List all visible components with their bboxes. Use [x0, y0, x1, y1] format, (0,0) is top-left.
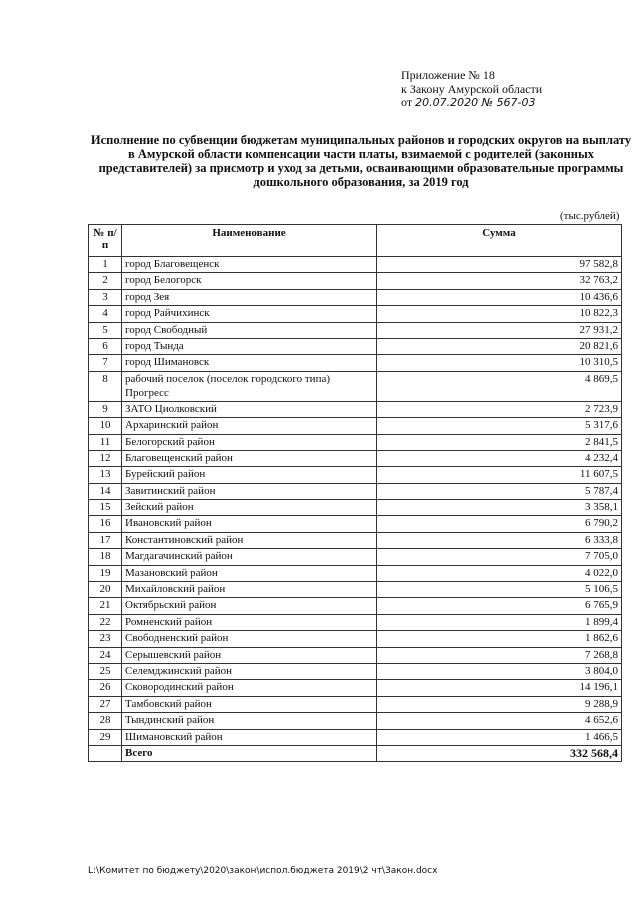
row-sum: 97 582,8 [377, 257, 622, 273]
total-sum: 332 568,4 [377, 745, 622, 761]
row-name: Магдагачинский район [122, 549, 377, 565]
row-number: 18 [89, 549, 122, 565]
row-sum: 7 705,0 [377, 549, 622, 565]
table-row [89, 614, 622, 630]
table-row [89, 355, 622, 371]
table-row [89, 565, 622, 581]
row-number: 15 [89, 500, 122, 516]
row-name: Константиновский район [122, 532, 377, 548]
row-name: Завитинский район [122, 483, 377, 499]
row-number: 14 [89, 483, 122, 499]
row-sum: 1 862,6 [377, 631, 622, 647]
appendix-date-line [401, 96, 542, 110]
row-name: Белогорский район [122, 434, 377, 450]
row-number: 21 [89, 598, 122, 614]
row-number: 5 [89, 322, 122, 338]
table-row [89, 598, 622, 614]
row-number: 13 [89, 467, 122, 483]
row-name: Михайловский район [122, 582, 377, 598]
row-number: 12 [89, 450, 122, 466]
row-name: город Белогорск [122, 273, 377, 289]
row-sum: 9 288,9 [377, 696, 622, 712]
row-name: город Благовещенск [122, 257, 377, 273]
table-row [89, 680, 622, 696]
table-row [89, 273, 622, 289]
row-sum: 1 899,4 [377, 614, 622, 630]
row-number: 8 [89, 371, 122, 401]
row-name: город Тында [122, 338, 377, 354]
row-number: 9 [89, 401, 122, 417]
row-number: 1 [89, 257, 122, 273]
row-number: 28 [89, 713, 122, 729]
row-sum: 2 841,5 [377, 434, 622, 450]
row-name: Селемджинский район [122, 663, 377, 679]
row-sum: 4 652,6 [377, 713, 622, 729]
row-name: Зейский район [122, 500, 377, 516]
row-sum: 6 333,8 [377, 532, 622, 548]
row-sum: 3 358,1 [377, 500, 622, 516]
subvention-table [88, 224, 622, 762]
row-name: Серышевский район [122, 647, 377, 663]
table-row [89, 338, 622, 354]
row-sum: 20 821,6 [377, 338, 622, 354]
row-sum: 4 869,5 [377, 371, 622, 401]
table-row [89, 696, 622, 712]
table-row [89, 663, 622, 679]
header-name: Наименование [122, 225, 377, 257]
appendix-number: Приложение № 18 [401, 68, 495, 82]
table-header-row [89, 225, 622, 257]
row-name: Бурейский район [122, 467, 377, 483]
row-name: Сковородинский район [122, 680, 377, 696]
row-sum: 4 022,0 [377, 565, 622, 581]
row-sum: 10 310,5 [377, 355, 622, 371]
row-sum: 4 232,4 [377, 450, 622, 466]
row-name: Ивановский район [122, 516, 377, 532]
table-row [89, 483, 622, 499]
row-name: Шимановский район [122, 729, 377, 745]
row-name: рабочий поселок (поселок городского типа) Прогресс [122, 371, 377, 401]
row-sum: 10 822,3 [377, 306, 622, 322]
row-number: 24 [89, 647, 122, 663]
row-name: Тындинский район [122, 713, 377, 729]
table-row [89, 450, 622, 466]
row-name: город Свободный [122, 322, 377, 338]
table-row [89, 434, 622, 450]
table-row [89, 549, 622, 565]
row-name: Свободненский район [122, 631, 377, 647]
row-sum: 2 723,9 [377, 401, 622, 417]
table-row [89, 322, 622, 338]
row-number: 20 [89, 582, 122, 598]
table-row [89, 713, 622, 729]
table-row [89, 371, 622, 401]
document-title: Исполнение по субвенции бюджетам муниципальных районов и городских округов на выплату в Амурской области компенсации части платы, взимаемой с родителей (законных представителей) за присмотр и уход за детьми, осваивающими образовательные программы дошкольного образования, за 2019 год [90, 133, 632, 189]
row-sum: 3 804,0 [377, 663, 622, 679]
table-row [89, 631, 622, 647]
row-number: 3 [89, 289, 122, 305]
appendix-date-prefix: от [401, 95, 413, 109]
table-body [89, 257, 622, 746]
table-row [89, 257, 622, 273]
row-sum: 14 196,1 [377, 680, 622, 696]
row-number: 16 [89, 516, 122, 532]
table-row [89, 306, 622, 322]
row-name: Октябрьский район [122, 598, 377, 614]
file-path-footer: L:\Комитет по бюджету\2020\закон\испол.бюджета 2019\2 чт\Закон.docx [88, 866, 438, 876]
row-sum: 1 466,5 [377, 729, 622, 745]
row-sum: 5 317,6 [377, 418, 622, 434]
row-number: 7 [89, 355, 122, 371]
row-name: Ромненский район [122, 614, 377, 630]
row-name: Тамбовский район [122, 696, 377, 712]
table-row [89, 401, 622, 417]
row-sum: 6 790,2 [377, 516, 622, 532]
row-sum: 10 436,6 [377, 289, 622, 305]
table-row [89, 729, 622, 745]
table-row [89, 516, 622, 532]
row-sum: 5 787,4 [377, 483, 622, 499]
unit-label: (тыс.рублей) [560, 210, 620, 222]
row-name: Архаринский район [122, 418, 377, 434]
row-name: город Шимановск [122, 355, 377, 371]
row-sum: 11 607,5 [377, 467, 622, 483]
table-row [89, 532, 622, 548]
row-name: город Райчихинск [122, 306, 377, 322]
row-number: 4 [89, 306, 122, 322]
row-number: 17 [89, 532, 122, 548]
row-sum: 6 765,9 [377, 598, 622, 614]
handwritten-date-number: 20.07.2020 № 567-03 [415, 96, 536, 109]
row-number: 11 [89, 434, 122, 450]
row-number: 22 [89, 614, 122, 630]
row-number: 19 [89, 565, 122, 581]
row-number: 27 [89, 696, 122, 712]
row-sum: 32 763,2 [377, 273, 622, 289]
table-row [89, 500, 622, 516]
row-name: ЗАТО Циолковский [122, 401, 377, 417]
row-number: 10 [89, 418, 122, 434]
table-row [89, 289, 622, 305]
row-number: 6 [89, 338, 122, 354]
total-number-cell [89, 745, 122, 761]
row-sum: 27 931,2 [377, 322, 622, 338]
row-name: Мазановский район [122, 565, 377, 581]
row-name: город Зея [122, 289, 377, 305]
header-sum: Сумма [377, 225, 622, 257]
row-number: 26 [89, 680, 122, 696]
appendix-law-ref: к Закону Амурской области [401, 81, 543, 96]
row-number: 29 [89, 729, 122, 745]
table-row [89, 418, 622, 434]
row-sum: 5 106,5 [377, 582, 622, 598]
total-label: Всего [122, 745, 377, 761]
table-row [89, 582, 622, 598]
row-number: 23 [89, 631, 122, 647]
row-sum: 7 268,8 [377, 647, 622, 663]
appendix-header [401, 69, 542, 110]
header-number: № п/п [89, 225, 122, 257]
row-name: Благовещенский район [122, 450, 377, 466]
row-number: 25 [89, 663, 122, 679]
table-total-row [89, 745, 622, 761]
row-number: 2 [89, 273, 122, 289]
table-row [89, 647, 622, 663]
table-row [89, 467, 622, 483]
